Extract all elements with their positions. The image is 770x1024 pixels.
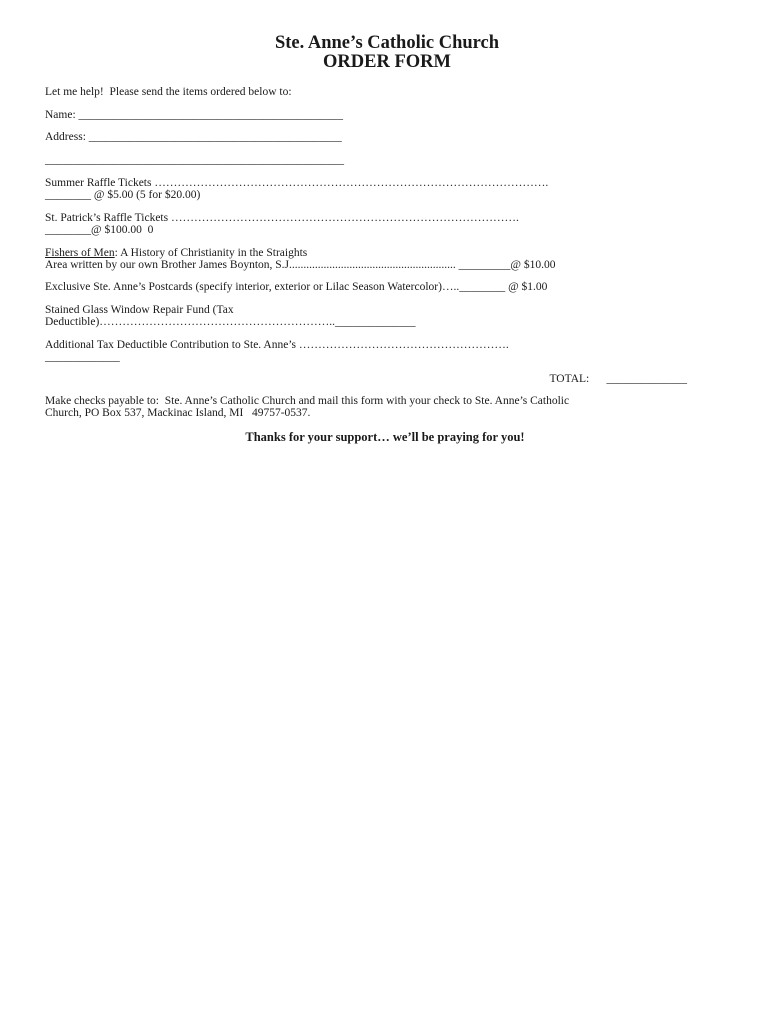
total-label: TOTAL: bbox=[549, 373, 590, 385]
address-line-2: ____________________________________________________ bbox=[45, 154, 344, 166]
fishers-line-1 bbox=[45, 247, 695, 259]
intro-text: Let me help! Please send the items ordered below to: bbox=[45, 86, 292, 98]
church-name-title: Ste. Anne’s Catholic Church bbox=[274, 33, 500, 53]
payment-instructions bbox=[45, 395, 695, 419]
summer-raffle-line-1: Summer Raffle Tickets …………………………………………………………………………………………. bbox=[45, 177, 549, 189]
total-blank: ______________ bbox=[606, 373, 687, 385]
additional-line-1: Additional Tax Deductible Contribution to Ste. Anne’s ………………………………………………. bbox=[45, 339, 509, 351]
order-form-page bbox=[45, 34, 695, 444]
total-row bbox=[45, 373, 695, 385]
fishers-subtitle: : A History of Christianity in the Straights bbox=[114, 247, 308, 259]
st-patrick-raffle-item bbox=[45, 212, 695, 236]
stained-glass-line-2: Deductible)……………………………………………………..______________ bbox=[45, 316, 416, 328]
fishers-book-title: Fishers of Men bbox=[45, 247, 115, 259]
st-patrick-line-2: ________@ $100.00 0 bbox=[45, 224, 154, 236]
thanks-message: Thanks for your support… we’ll be praying for you! bbox=[245, 430, 525, 444]
instructions-line-2: Church, PO Box 537, Mackinac Island, MI 49757-0537. bbox=[45, 407, 311, 419]
name-field: Name: ______________________________________________ bbox=[45, 109, 344, 121]
stained-glass-line-1: Stained Glass Window Repair Fund (Tax bbox=[45, 304, 234, 316]
stained-glass-item bbox=[45, 304, 695, 328]
summer-raffle-line-2: ________ @ $5.00 (5 for $20.00) bbox=[45, 189, 201, 201]
order-form-title: ORDER FORM bbox=[323, 52, 451, 72]
summer-raffle-item bbox=[45, 177, 695, 201]
instructions-line-1: Make checks payable to: Ste. Anne’s Catholic Church and mail this form with your check to Ste. Anne’s Catholic bbox=[45, 395, 570, 407]
fishers-line-2: Area written by our own Brother James Boynton, S.J.......................................................... _________@ $10.00 bbox=[45, 259, 556, 271]
st-patrick-line-1: St. Patrick’s Raffle Tickets ………………………………………………………………………………. bbox=[45, 212, 519, 224]
postcards-item: Exclusive Ste. Anne’s Postcards (specify interior, exterior or Lilac Season Watercolor)…..________ @ $1.00 bbox=[45, 281, 548, 293]
address-field: Address: ____________________________________________ bbox=[45, 131, 342, 143]
fishers-of-men-item bbox=[45, 247, 695, 271]
additional-line-2: _____________ bbox=[45, 351, 120, 363]
additional-contribution-item bbox=[45, 339, 695, 363]
